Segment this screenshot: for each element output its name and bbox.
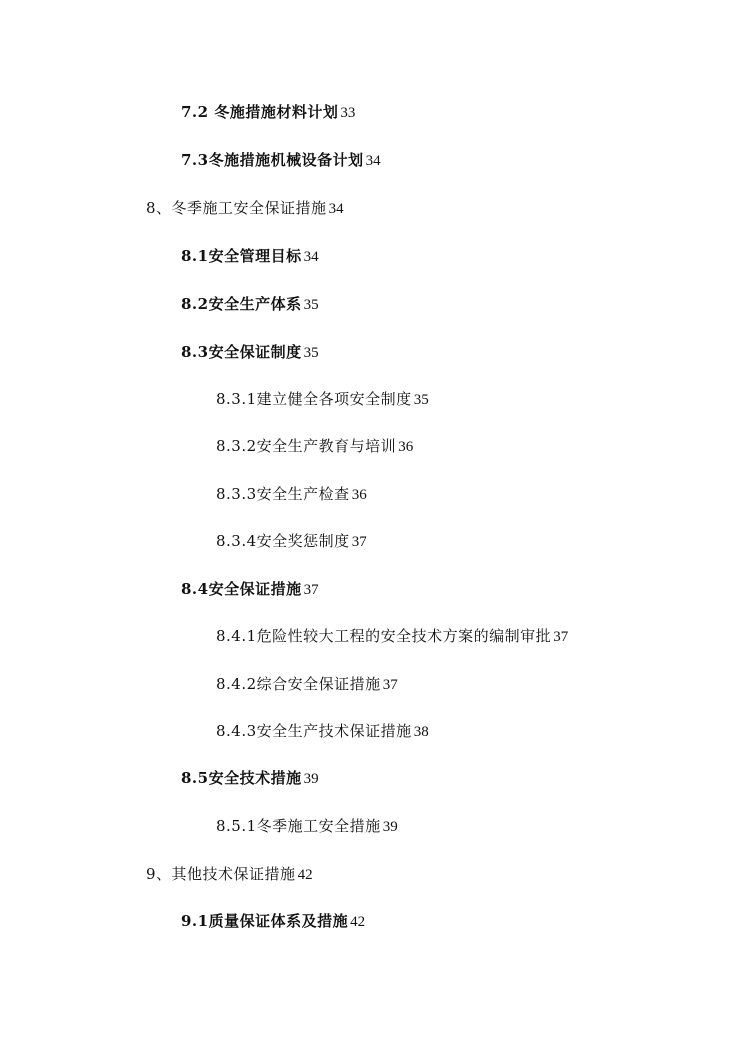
toc-title: 安全管理目标 xyxy=(208,247,302,265)
toc-title: 建立健全各项安全制度 xyxy=(256,390,412,408)
toc-number: 8.3.3 xyxy=(216,485,257,503)
toc-number: 8.5 xyxy=(181,769,209,787)
toc-number: 8.3.4 xyxy=(216,532,257,550)
toc-entry-8-3[interactable] xyxy=(181,342,319,363)
toc-page-number: 36 xyxy=(351,487,367,503)
toc-page-number: 39 xyxy=(382,819,398,835)
toc-entry-8-5[interactable] xyxy=(181,768,319,789)
toc-number: 8.4.2 xyxy=(216,675,257,693)
toc-page-number: 42 xyxy=(297,867,313,883)
toc-title: 危险性较大工程的安全技术方案的编制审批 xyxy=(256,627,552,645)
toc-title: 安全保证措施 xyxy=(208,580,302,598)
toc-page-number: 42 xyxy=(350,914,366,930)
toc-number: 8.4 xyxy=(181,580,209,598)
toc-entry-8-3-2[interactable] xyxy=(216,436,413,457)
toc-entry-9[interactable] xyxy=(146,864,313,885)
toc-entry-7-3[interactable] xyxy=(181,150,381,171)
toc-page-number: 34 xyxy=(328,201,344,217)
toc-entry-8-3-4[interactable] xyxy=(216,531,367,552)
toc-number: 8.3.1 xyxy=(216,390,257,408)
toc-number: 8 xyxy=(146,199,157,217)
toc-entry-8[interactable] xyxy=(146,198,344,219)
toc-entry-8-2[interactable] xyxy=(181,294,319,315)
toc-title: 安全生产检查 xyxy=(256,485,350,503)
toc-title: 、冬季施工安全保证措施 xyxy=(156,199,327,217)
toc-number: 8.4.1 xyxy=(216,627,257,645)
toc-entry-9-1[interactable] xyxy=(181,911,365,932)
toc-title: 冬季施工安全措施 xyxy=(256,817,381,835)
toc-entry-8-4-2[interactable] xyxy=(216,674,398,695)
toc-number: 8.5.1 xyxy=(216,817,257,835)
toc-title: 安全生产体系 xyxy=(208,295,302,313)
toc-entry-8-4-3[interactable] xyxy=(216,721,429,742)
toc-entry-8-4[interactable] xyxy=(181,579,319,600)
toc-number: 8.1 xyxy=(181,247,209,265)
toc-page-number: 36 xyxy=(398,439,414,455)
toc-number: 9 xyxy=(146,865,157,883)
toc-entry-8-5-1[interactable] xyxy=(216,816,398,837)
toc-title: 综合安全保证措施 xyxy=(256,675,381,693)
toc-entry-8-3-3[interactable] xyxy=(216,484,367,505)
toc-title: 安全保证制度 xyxy=(208,343,302,361)
toc-page-number: 33 xyxy=(340,105,356,121)
toc-page-number: 37 xyxy=(382,677,398,693)
toc-title: 安全生产教育与培训 xyxy=(256,437,397,455)
toc-title: 、其他技术保证措施 xyxy=(156,865,296,883)
toc-page-number: 37 xyxy=(303,582,319,598)
toc-page-number: 35 xyxy=(413,392,429,408)
toc-page-number: 34 xyxy=(303,249,319,265)
toc-title: 安全技术措施 xyxy=(208,769,302,787)
toc-number: 9.1 xyxy=(181,912,209,930)
toc-number: 8.4.3 xyxy=(216,722,257,740)
toc-title: 质量保证体系及措施 xyxy=(208,912,349,930)
toc-title: 冬施措施材料计划 xyxy=(208,103,339,121)
toc-title: 安全奖惩制度 xyxy=(256,532,350,550)
toc-page-number: 39 xyxy=(303,771,319,787)
toc-number: 8.2 xyxy=(181,295,209,313)
toc-number: 8.3 xyxy=(181,343,209,361)
toc-entry-8-1[interactable] xyxy=(181,246,319,267)
toc-number: 8.3.2 xyxy=(216,437,257,455)
toc-title: 冬施措施机械设备计划 xyxy=(208,151,364,169)
toc-entry-8-3-1[interactable] xyxy=(216,389,429,410)
toc-number: 7.2 xyxy=(181,103,209,121)
toc-entry-7-2[interactable] xyxy=(181,102,355,123)
toc-page-number: 35 xyxy=(303,345,319,361)
toc-page-number: 38 xyxy=(413,724,429,740)
toc-entry-8-4-1[interactable] xyxy=(216,626,568,647)
toc-page-number: 35 xyxy=(303,297,319,313)
toc-number: 7.3 xyxy=(181,151,209,169)
toc-page-number: 37 xyxy=(553,629,569,645)
toc-page-number: 37 xyxy=(351,534,367,550)
toc-title: 安全生产技术保证措施 xyxy=(256,722,412,740)
toc-page-number: 34 xyxy=(365,153,381,169)
